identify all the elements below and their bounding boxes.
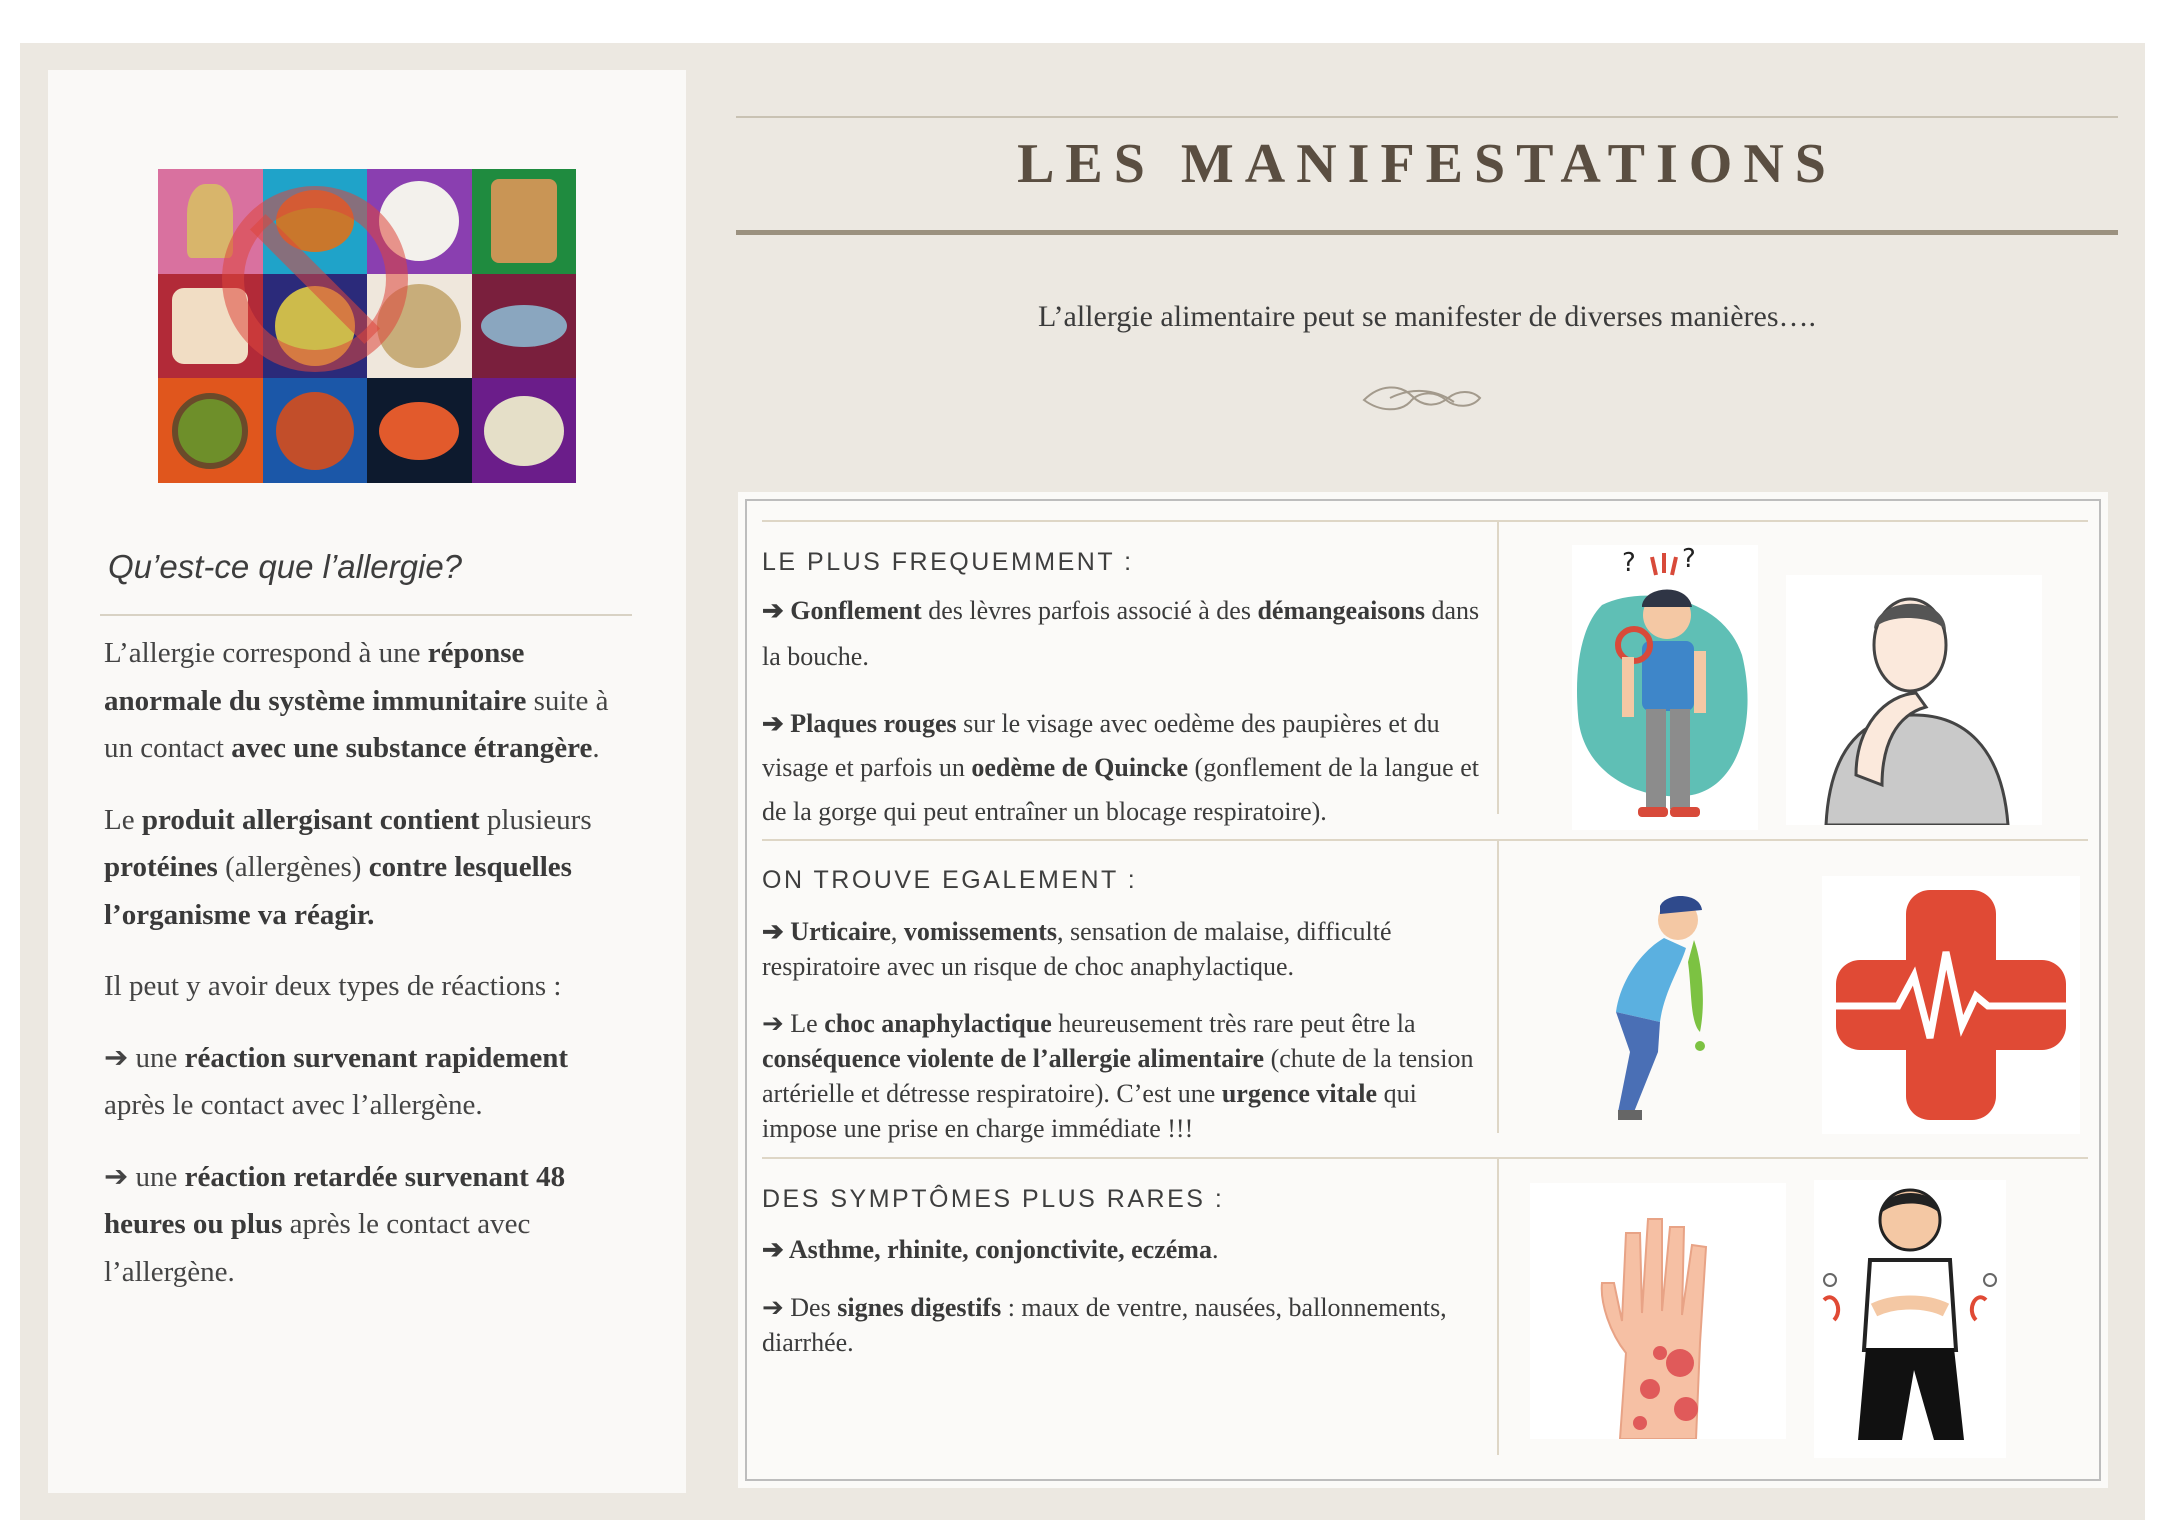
section-divider [762,1157,2088,1159]
body-text: : maux de ventre, nausées, ballonnements, diarrhée. [762,1293,1447,1357]
body-text: après le contact avec l’allergène. [104,1208,531,1288]
paragraph-definition [104,630,624,773]
body-text: sur le visage avec oedème des paupières et du visage et parfois un [762,709,1440,782]
emphasis-text: Urticaire [790,917,891,946]
prohibition-sign-icon [222,186,408,372]
page-title: LES MANIFESTATIONS [1017,133,1837,195]
emphasis-text: produit allergisant contient [141,803,480,836]
body-text: qui impose une prise en charge immédiate !!! [762,1079,1417,1143]
emphasis-text: ➔ [762,596,791,625]
emphasis-text: démangeaisons [1257,596,1426,625]
emphasis-text: contre lesquelles l’organisme va réagir. [104,851,572,931]
emphasis-text: avec une substance étrangère [231,732,593,764]
body-text: après le contact avec l’allergène. [104,1089,483,1121]
paragraph-reaction-types: Il peut y avoir deux types de réactions : [104,970,562,1002]
section-heading-rare: DES SYMPTÔMES PLUS RARES : [762,1185,1225,1213]
emphasis-text: choc anaphylactique [824,1009,1052,1038]
emphasis-text: Asthme, rhinite, conjonctivite, eczéma [788,1235,1212,1264]
throat-pain-person-icon [1786,575,2042,825]
emphasis-text: signes digestifs [837,1293,1002,1322]
divider [100,614,632,616]
medical-cross-heartbeat-icon [1822,876,2080,1134]
itchy-person-icon [1572,545,1758,830]
body-text: ➔ une [104,1160,185,1193]
column-divider [1497,522,1499,814]
emphasis-text: conséquence violente de l’allergie alimentaire [762,1044,1265,1073]
section-heading-frequent: LE PLUS FREQUEMMENT : [762,548,1134,576]
body-text: heureusement très rare peut être la [1051,1009,1416,1038]
paragraph-proteins [104,797,624,940]
vomiting-person-icon [1590,892,1735,1124]
section-text-also-1 [762,914,1487,984]
section-text-rare-1 [762,1232,1487,1267]
emphasis-text: Gonflement [790,596,922,625]
kiwi-tile [158,378,263,483]
eczema-hand-icon [1530,1183,1786,1439]
paragraph-rapid-reaction [104,1035,624,1130]
body-text: (gonflement de la langue et de la gorge qui peut entraîner un blocage respiratoire). [762,753,1479,826]
emphasis-text: ➔ [762,917,791,946]
emphasis-text: vomissements [903,917,1057,946]
emphasis-text: ➔ [762,1235,789,1264]
breadsticks-tile [472,169,577,274]
stomach-ache-person-icon [1814,1180,2006,1458]
body-text: dans la bouche. [762,596,1480,671]
emphasis-text: réaction survenant rapidement [184,1041,569,1074]
section-text-frequent-2 [762,702,1487,834]
fish-tile [472,274,577,379]
body-text: ➔ une [104,1041,185,1074]
body-text: plusieurs [479,803,592,836]
body-text: . [1211,1235,1219,1264]
emphasis-text: urgence vitale [1221,1079,1378,1108]
emphasis-text: ➔ [762,709,791,738]
section-divider [762,520,2088,522]
column-divider [1497,841,1499,1133]
body-text: suite à un contact [104,684,609,764]
section-heading-also: ON TROUVE EGALEMENT : [762,866,1138,894]
section-text-also-2 [762,1006,1487,1146]
emphasis-text: protéines [104,851,218,883]
svg-text:?: ? [1682,545,1696,574]
body-text: ➔ Le [762,1009,825,1038]
intro-text: L’allergie alimentaire peut se manifester de diverses manières…. [1037,300,1817,333]
section-divider [762,839,2088,841]
body-text: (allergènes) [217,851,369,883]
title-rule-bottom [736,230,2118,235]
body-text: . [592,732,600,764]
body-text: Le [104,803,142,836]
nuts-tile [263,378,368,483]
body-text: (chute de la tension artérielle et détresse respiratoire). C’est une [762,1044,1474,1108]
question-heading: Qu’est-ce que l’allergie? [108,548,463,585]
svg-text:?: ? [1622,548,1636,578]
body-text: ➔ Des [762,1293,838,1322]
allergy-definition [104,630,624,1320]
title-rule-top [736,116,2118,118]
section-text-frequent-1 [762,588,1487,680]
body-text: , sensation de malaise, difficulté respiratoire avec un risque de choc anaphylactique. [762,917,1392,981]
shrimp-tile [367,378,472,483]
body-text: des lèvres parfois associé à des [921,596,1258,625]
emphasis-text: réaction retardée survenant 48 heures ou plus [104,1160,566,1240]
emphasis-text: Plaques rouges [790,709,957,738]
body-text: , [890,917,904,946]
flourish-ornament-icon [1360,378,1484,418]
emphasis-text: réponse anormale du système immunitaire [104,637,527,717]
paragraph-delayed-reaction [104,1154,624,1297]
column-divider [1497,1159,1499,1455]
emphasis-text: oedème de Quincke [971,753,1189,782]
body-text: L’allergie correspond à une [104,637,428,669]
soy-sprouts-tile [472,378,577,483]
section-text-rare-2 [762,1290,1487,1360]
